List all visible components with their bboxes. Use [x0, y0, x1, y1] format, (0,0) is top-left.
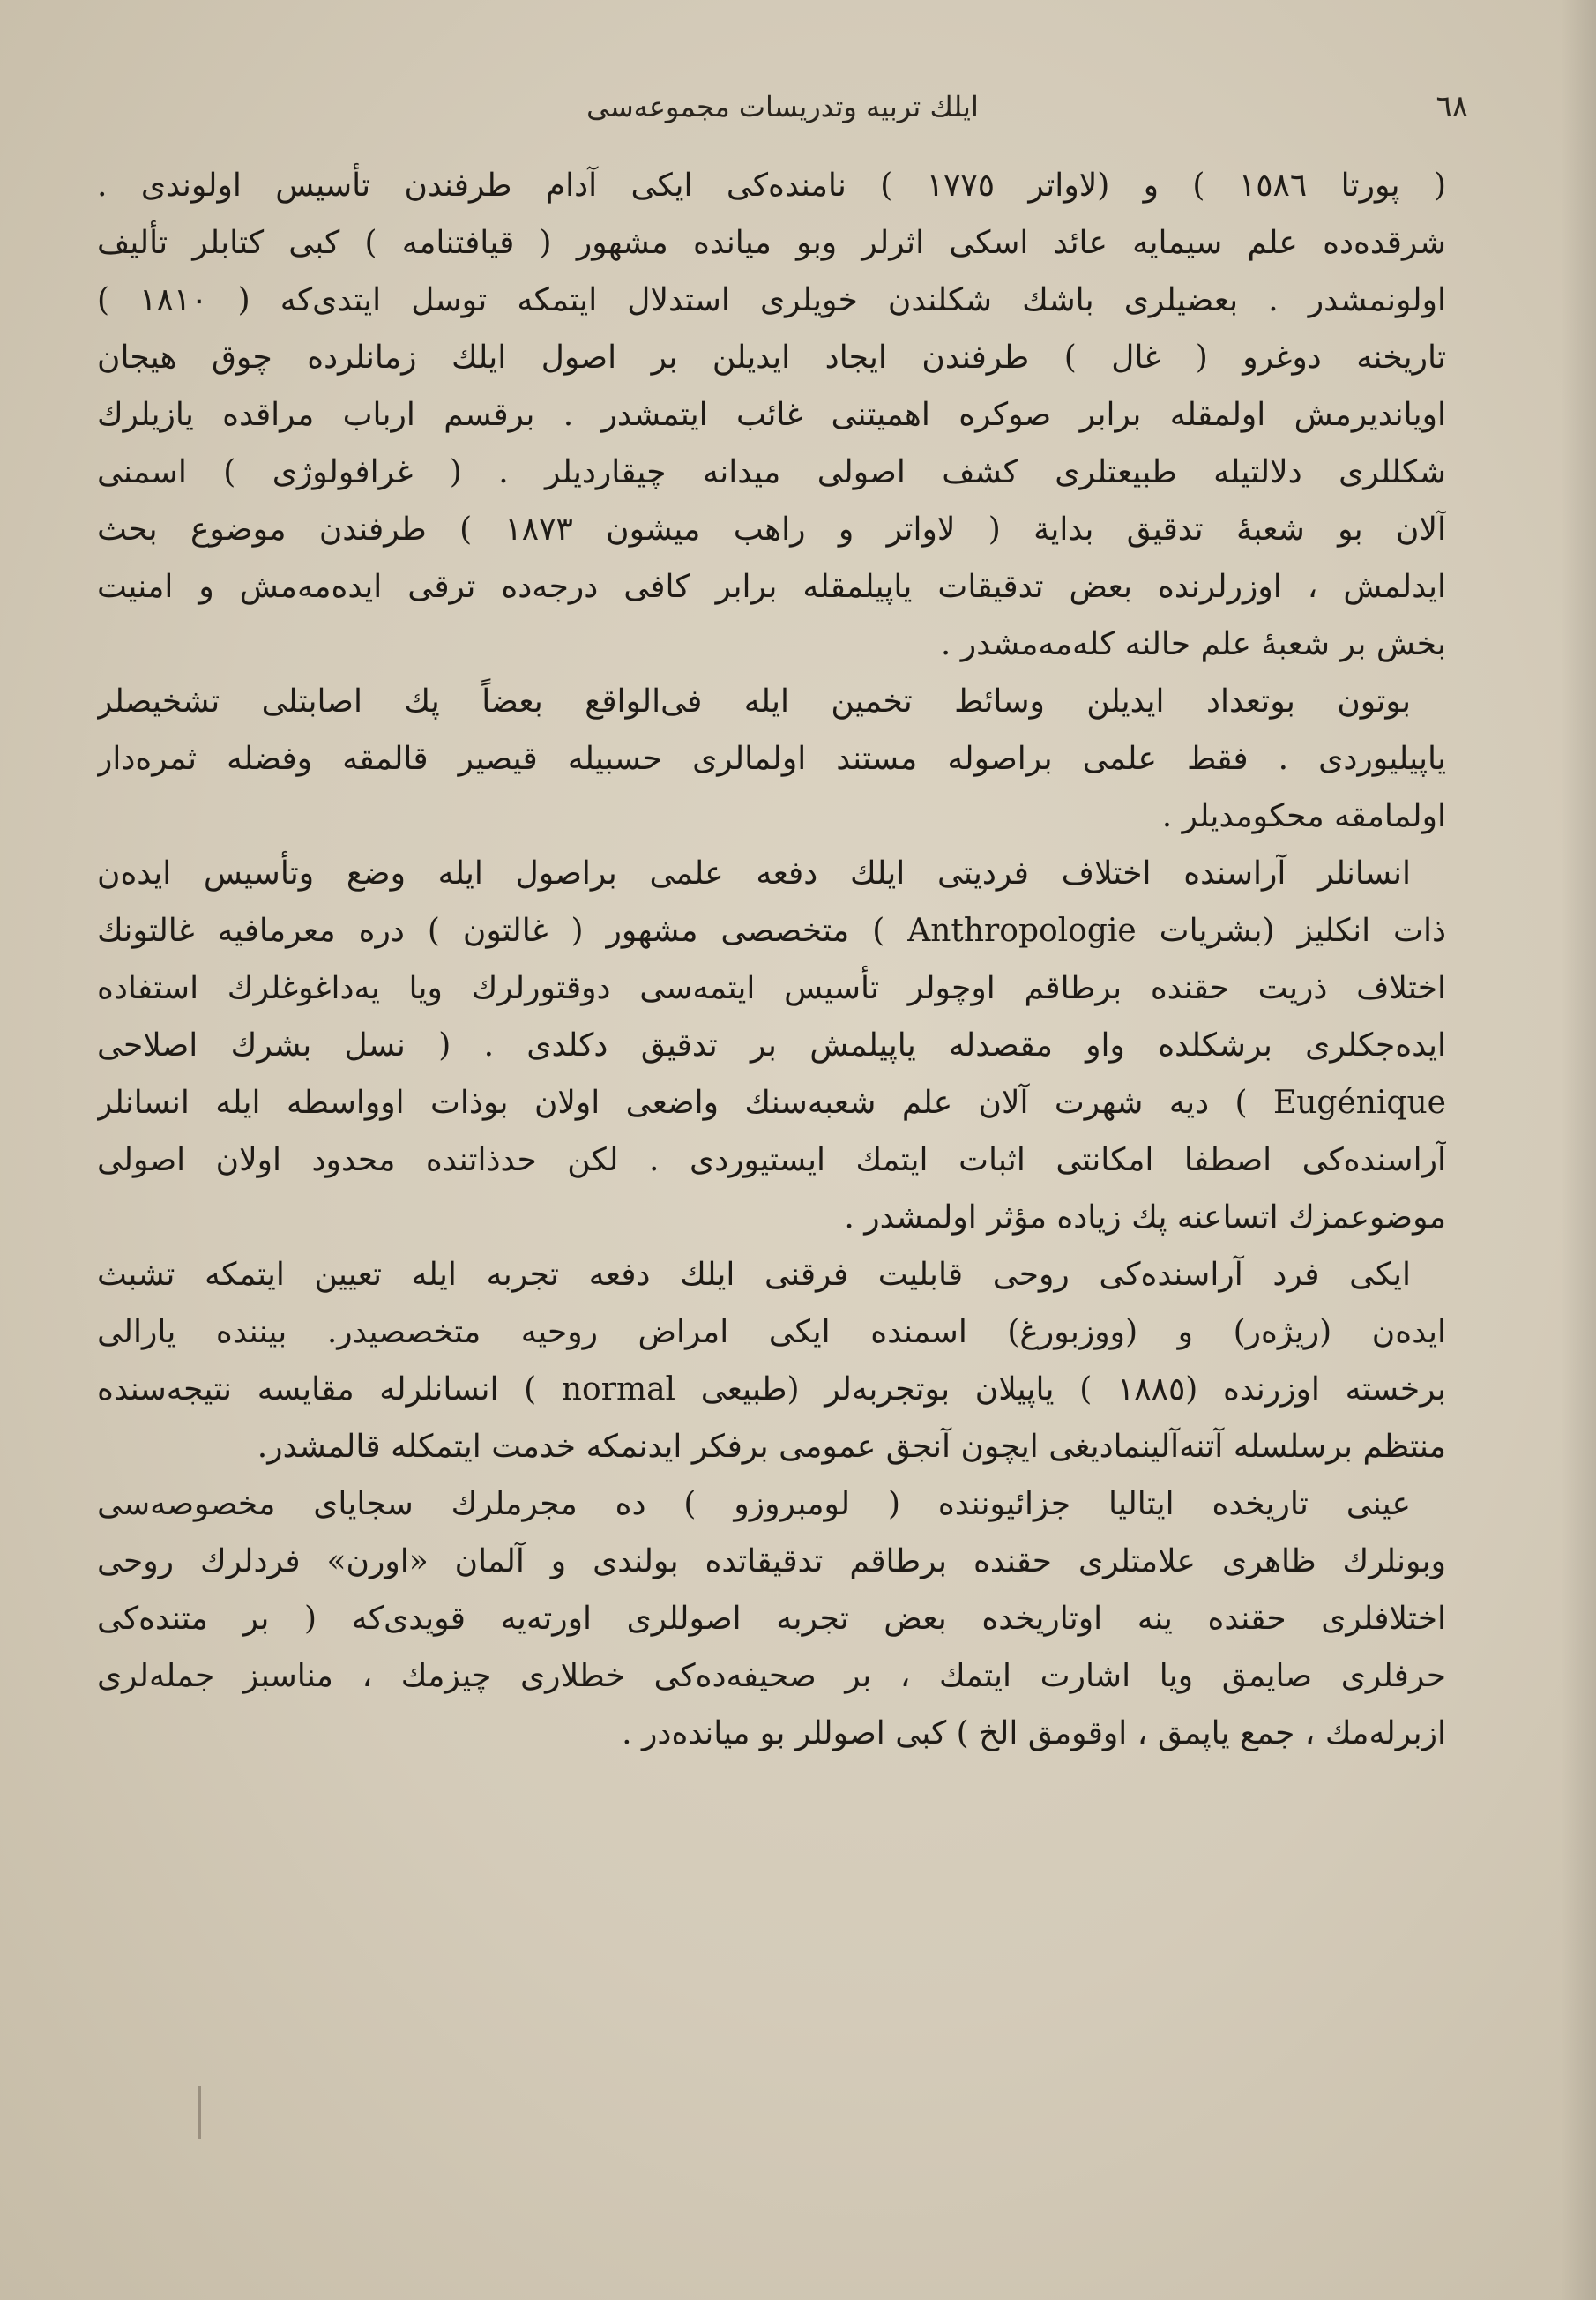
running-title: ایلك تربیه وتدریسات مجموعه‌سی — [586, 90, 979, 123]
text-line: ایده‌جكلری برشكلده واو مقصدله یاپیلمش بر تدقیق دكلدی . ( نسل بشرك اصلاحی — [97, 1027, 1446, 1064]
text-line: یاپیلیوردی . فقط علمی براصوله مستند اولمالری حسبیله قیصیر قالمقه وفضله ثمره‌دار — [97, 741, 1446, 777]
text-line: موضوعمزك اتساعنه پك زیاده مؤثر اولمشدر . — [844, 1199, 1446, 1236]
text-line: اختلافلری حقنده ینه اوتاریخده بعض تجربه اصوللری اورته‌یه قویدی‌كه ( بر متنده‌كی — [97, 1601, 1446, 1637]
text-line: Eugénique ) دیه شهرت آلان علم شعبه‌سنك واضعی اولان بوذات اوواسطه ایله انسانلر — [97, 1085, 1446, 1121]
text-line: بخش بر شعبهٔ علم حالنه كله‌مه‌مشدر . — [940, 626, 1446, 662]
text-line: ( پورتا ١٥٨٦ ) و (لاواتر ١٧٧٥ ) نامنده‌كی ایكی آدام طرفندن تأسیس اولوندی . — [97, 168, 1446, 204]
text-line: منتظم برسلسله آتنه‌آلینمادیغی ایچون آنجق عمومی برفكر ایدنمكه خدمت ایتمكله قالمشدر. — [257, 1429, 1446, 1465]
text-line: تاریخنه دوغرو ( غال ) طرفندن ایجاد ایدیلن بر اصول ایلك زمانلرده چوق هیجان — [97, 340, 1446, 376]
text-line: آلان بو شعبهٔ تدقیق بدایة ( لاواتر و راهب میشون ١٨٧٣ ) طرفندن موضوع بحث — [97, 512, 1446, 548]
text-line: اولمامقه محكومدیلر . — [1161, 798, 1446, 834]
text-line: ذات انكلیز (بشریات Anthropologie ) متخصصی مشهور ( غالتون ) دره معرمافیه غالتونك — [97, 913, 1446, 949]
text-line: اختلاف ذریت حقنده برطاقم اوچولر تأسیس ایتمه‌سی دوقتورلرك ویا یه‌داغوغلرك استفاده — [97, 970, 1446, 1006]
text-line: آراسنده‌كی اصطفا امكانتی اثبات ایتمك ایستیوردی . لكن حدذاتنده محدود اولان اصولی — [97, 1142, 1446, 1178]
page-number: ٦٨ — [1436, 89, 1468, 124]
text-line: بوتون بوتعداد ایدیلن وسائط تخمین ایله فی‌الواقع بعضاً پك اصابتلی تشخیصلر — [97, 683, 1411, 720]
text-line: شكللری دلالتیله طبیعتلری كشف اصولی میدانه چیقاردیلر . ( غرافولوژی ) اسمنی — [97, 454, 1446, 490]
text-line: عینی تاریخده ایتالیا جزائیوننده ( لومبروزو ) ده مجرملرك سجایای مخصوصه‌سی — [97, 1486, 1411, 1522]
margin-pencil-mark — [198, 2086, 201, 2139]
text-line: ازبرله‌مك ، جمع یاپمق ، اوقومق الخ ) كبی اصوللر بو میانده‌در . — [622, 1715, 1446, 1751]
text-line: ایده‌ن (ریژه‌ر) و (ووزبورغ) اسمنده ایكی امراض روحیه متخصصیدر. بیننده یارالی — [97, 1314, 1446, 1350]
text-line: ایكی فرد آراسنده‌كی روحی قابلیت فرقنی ایلك دفعه تجربه ایله تعیین ایتمكه تشبث — [97, 1257, 1411, 1293]
page-header — [97, 85, 1468, 129]
text-line: شرقده‌ده علم سیمایه عائد اسكی اثرلر وبو میانده مشهور ( قیافتنامه ) كبی كتابلر تألیف — [97, 225, 1446, 261]
text-line: حرفلری صایمق ویا اشارت ایتمك ، بر صحیفه‌ده‌كی خطلاری چیزمك ، مناسبز جمله‌لری — [97, 1658, 1446, 1694]
text-line: ایدلمش ، اوزرلرنده بعض تدقیقات یاپیلمقله برابر كافی درجه‌ده ترقی ایده‌مه‌مش و امنیت — [97, 569, 1446, 605]
text-line: برخسته اوزرنده (١٨٨٥ ) یاپیلان بوتجربه‌لر (طبیعی normal ) انسانلرله مقایسه نتیجه‌سنده — [97, 1371, 1446, 1408]
body-text — [97, 157, 1446, 1762]
text-line: وبونلرك ظاهری علامتلری حقنده برطاقم تدقیقاتده بولندی و آلمان «اورن» فردلرك روحی — [97, 1543, 1446, 1579]
page-edge-shadow — [1561, 0, 1596, 2300]
text-line: اولونمشدر . بعضیلری باشك شكلندن خویلری استدلال ایتمكه توسل ایتدی‌كه ( ١٨١٠ ) — [97, 282, 1446, 318]
text-line: انسانلر آراسنده اختلاف فردیتی ایلك دفعه علمی براصول ایله وضع وتأسیس ایده‌ن — [97, 855, 1411, 892]
text-line: اویاندیرمش اولمقله برابر صوكره اهمیتنی غائب ایتمشدر . برقسم ارباب مراقده یازیلرك — [97, 397, 1446, 433]
